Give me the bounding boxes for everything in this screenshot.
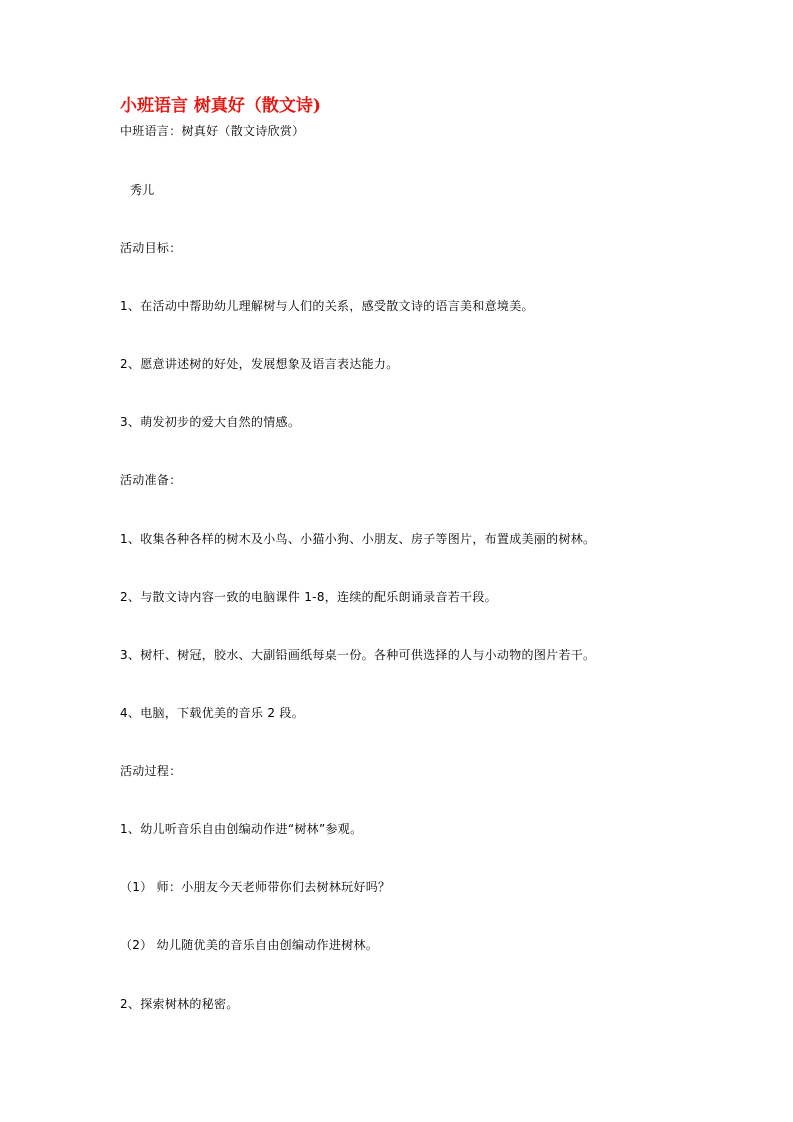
goal-item: 3、萌发初步的爱大自然的情感。 [120,415,301,429]
section-heading-preparation: 活动准备： [120,473,182,487]
process-item: 2、探索树林的秘密。 [120,997,239,1011]
section-heading-goals: 活动目标： [120,241,182,255]
process-item: （2） 幼儿随优美的音乐自由创编动作进树林。 [120,938,379,952]
document-subtitle: 中班语言：树真好（散文诗欣赏） [120,124,305,138]
preparation-item: 2、与散文诗内容一致的电脑课件 1-8，连续的配乐朗诵录音若干段。 [120,590,497,604]
preparation-item: 3、树杆、树冠，胶水、大副铅画纸每桌一份。各种可供选择的人与小动物的图片若干。 [120,648,596,662]
process-item: 1、幼儿听音乐自由创编动作进“树林”参观。 [120,822,363,836]
goal-item: 1、在活动中帮助幼儿理解树与人们的关系，感受散文诗的语言美和意境美。 [120,299,534,313]
preparation-item: 1、收集各种各样的树木及小鸟、小猫小狗、小朋友、房子等图片，布置成美丽的树林。 [120,532,596,546]
preparation-item: 4、电脑，下载优美的音乐 2 段。 [120,706,304,720]
document-title: 小班语言 树真好（散文诗) [120,96,321,116]
process-item: （1） 师：小朋友今天老师带你们去树林玩好吗？ [120,880,391,894]
goal-item: 2、愿意讲述树的好处，发展想象及语言表达能力。 [120,357,399,371]
author-name: 秀儿 [130,183,155,197]
section-heading-process: 活动过程： [120,764,182,778]
